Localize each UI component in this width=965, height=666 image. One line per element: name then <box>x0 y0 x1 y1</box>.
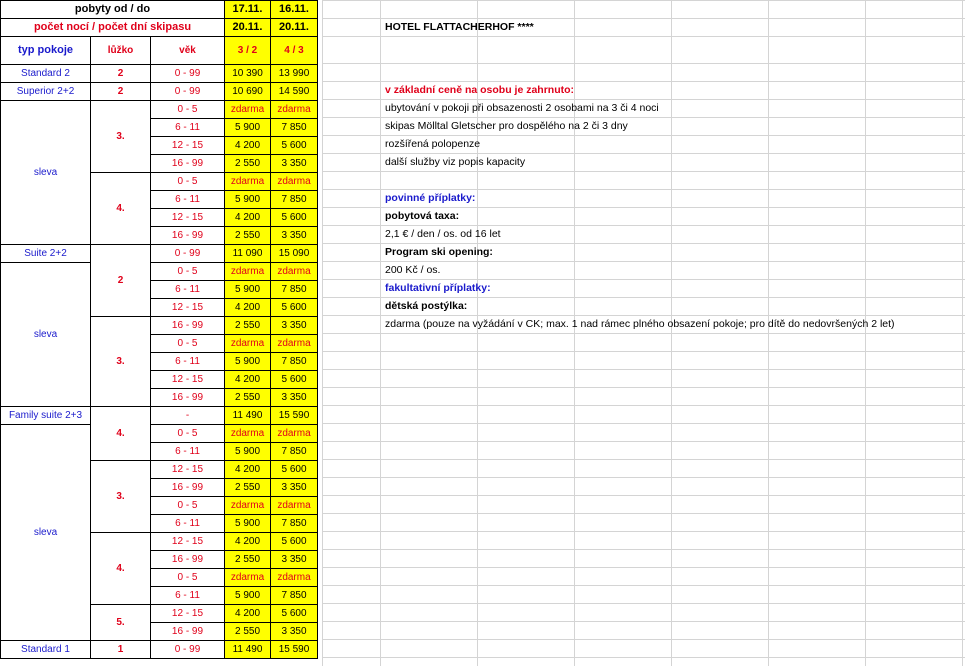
room-type[interactable]: Superior 2+2 <box>1 83 91 101</box>
age[interactable]: 16 - 99 <box>151 389 225 407</box>
gridline <box>322 621 965 622</box>
age[interactable]: 16 - 99 <box>151 227 225 245</box>
bed[interactable]: 3. <box>91 101 151 173</box>
included-item[interactable]: skipas Mölltal Gletscher pro dospělého na 2 či 3 dny <box>385 120 628 132</box>
price-2[interactable]: 3 350 <box>271 317 318 335</box>
gridline <box>322 567 965 568</box>
age[interactable]: 0 - 5 <box>151 335 225 353</box>
price-2[interactable]: 5 600 <box>271 299 318 317</box>
bed[interactable]: 4. <box>91 407 151 461</box>
price-2[interactable]: zdarma <box>271 497 318 515</box>
mandatory-title[interactable]: povinné příplatky: <box>385 192 476 204</box>
gridline <box>322 171 965 172</box>
age[interactable]: 0 - 5 <box>151 569 225 587</box>
ski-value[interactable]: 200 Kč / os. <box>385 264 441 276</box>
price-1[interactable]: 5 900 <box>225 443 271 461</box>
age[interactable]: 12 - 15 <box>151 371 225 389</box>
gridline <box>322 495 965 496</box>
age[interactable]: 6 - 11 <box>151 515 225 533</box>
price-2[interactable]: 7 850 <box>271 587 318 605</box>
period-label[interactable]: pobyty od / do <box>1 1 225 19</box>
gridline <box>322 549 965 550</box>
nights-2[interactable]: 4 / 3 <box>271 37 318 65</box>
gridline <box>322 423 965 424</box>
price-1[interactable]: 2 550 <box>225 317 271 335</box>
age[interactable]: 6 - 11 <box>151 443 225 461</box>
price-1[interactable]: 5 900 <box>225 191 271 209</box>
age[interactable]: 6 - 11 <box>151 281 225 299</box>
price-2[interactable]: zdarma <box>271 173 318 191</box>
age[interactable]: 16 - 99 <box>151 479 225 497</box>
gridline <box>322 657 965 658</box>
optional-title[interactable]: fakultativní příplatky: <box>385 282 491 294</box>
price-1[interactable]: 4 200 <box>225 137 271 155</box>
price-2[interactable]: 3 350 <box>271 623 318 641</box>
price-2[interactable]: 5 600 <box>271 533 318 551</box>
bed[interactable]: 1 <box>91 641 151 659</box>
age[interactable]: 12 - 15 <box>151 461 225 479</box>
gridline <box>322 333 965 334</box>
included-item[interactable]: další služby viz popis kapacity <box>385 156 526 168</box>
date-to-1[interactable]: 20.11. <box>225 19 271 37</box>
age[interactable]: 0 - 99 <box>151 83 225 101</box>
hotel-name[interactable]: HOTEL FLATTACHERHOF **** <box>385 21 534 33</box>
included-item[interactable]: rozšířená polopenze <box>385 138 481 150</box>
gridline <box>322 477 965 478</box>
gridline <box>322 387 965 388</box>
price-2[interactable]: 15 090 <box>271 245 318 263</box>
gridline <box>322 63 965 64</box>
price-1[interactable]: zdarma <box>225 425 271 443</box>
price-1[interactable]: 4 200 <box>225 209 271 227</box>
price-2[interactable]: zdarma <box>271 101 318 119</box>
price-2[interactable]: zdarma <box>271 425 318 443</box>
gridline <box>322 441 965 442</box>
price-1[interactable]: zdarma <box>225 173 271 191</box>
price-2[interactable]: 7 850 <box>271 353 318 371</box>
col-room-type[interactable]: typ pokoje <box>1 37 91 65</box>
price-1[interactable]: 2 550 <box>225 155 271 173</box>
bed[interactable]: 3. <box>91 461 151 533</box>
age[interactable]: - <box>151 407 225 425</box>
age[interactable]: 0 - 5 <box>151 173 225 191</box>
price-2[interactable]: 7 850 <box>271 515 318 533</box>
room-type[interactable]: sleva <box>1 101 91 245</box>
price-1[interactable]: 2 550 <box>225 227 271 245</box>
price-1[interactable]: 5 900 <box>225 119 271 137</box>
price-1[interactable]: 5 900 <box>225 515 271 533</box>
price-2[interactable]: 14 590 <box>271 83 318 101</box>
price-1[interactable]: 5 900 <box>225 587 271 605</box>
gridline <box>322 459 965 460</box>
price-1[interactable]: zdarma <box>225 263 271 281</box>
age[interactable]: 12 - 15 <box>151 299 225 317</box>
age[interactable]: 0 - 99 <box>151 245 225 263</box>
date-from-1[interactable]: 17.11. <box>225 1 271 19</box>
age[interactable]: 6 - 11 <box>151 587 225 605</box>
room-type[interactable]: Standard 2 <box>1 65 91 83</box>
price-2[interactable]: 13 990 <box>271 65 318 83</box>
price-1[interactable]: 2 550 <box>225 623 271 641</box>
price-1[interactable]: zdarma <box>225 101 271 119</box>
gridline <box>322 0 965 1</box>
price-1[interactable]: 11 490 <box>225 641 271 659</box>
room-type[interactable]: sleva <box>1 263 91 407</box>
bed[interactable]: 2 <box>91 83 151 101</box>
age[interactable]: 0 - 5 <box>151 263 225 281</box>
date-to-2[interactable]: 20.11. <box>271 19 318 37</box>
room-type[interactable]: Suite 2+2 <box>1 245 91 263</box>
gridline <box>322 585 965 586</box>
included-title[interactable]: v základní ceně na osobu je zahrnuto: <box>385 84 575 96</box>
tax-value[interactable]: 2,1 € / den / os. od 16 let <box>385 228 501 240</box>
age[interactable]: 6 - 11 <box>151 119 225 137</box>
age[interactable]: 0 - 5 <box>151 497 225 515</box>
age[interactable]: 12 - 15 <box>151 533 225 551</box>
crib-title[interactable]: dětská postýlka: <box>385 300 468 312</box>
price-2[interactable]: zdarma <box>271 569 318 587</box>
price-1[interactable]: 2 550 <box>225 479 271 497</box>
price-2[interactable]: 3 350 <box>271 227 318 245</box>
price-1[interactable]: zdarma <box>225 335 271 353</box>
price-2[interactable]: 3 350 <box>271 479 318 497</box>
nights-1[interactable]: 3 / 2 <box>225 37 271 65</box>
price-1[interactable]: 4 200 <box>225 461 271 479</box>
price-1[interactable]: 4 200 <box>225 533 271 551</box>
price-1[interactable]: zdarma <box>225 569 271 587</box>
price-2[interactable]: 7 850 <box>271 191 318 209</box>
age[interactable]: 16 - 99 <box>151 551 225 569</box>
price-table <box>0 0 318 659</box>
room-type[interactable]: Standard 1 <box>1 641 91 659</box>
gridline <box>322 531 965 532</box>
price-2[interactable]: 5 600 <box>271 461 318 479</box>
nights-label[interactable]: počet nocí / počet dní skipasu <box>1 19 225 37</box>
bed[interactable]: 4. <box>91 533 151 605</box>
col-age[interactable]: věk <box>151 37 225 65</box>
gridline <box>322 405 965 406</box>
price-2[interactable]: 3 350 <box>271 155 318 173</box>
price-2[interactable]: 15 590 <box>271 407 318 425</box>
age[interactable]: 12 - 15 <box>151 137 225 155</box>
ski-title[interactable]: Program ski opening: <box>385 246 493 258</box>
room-type[interactable]: Family suite 2+3 <box>1 407 91 425</box>
bed[interactable]: 4. <box>91 173 151 245</box>
age[interactable]: 12 - 15 <box>151 605 225 623</box>
price-2[interactable]: 3 350 <box>271 389 318 407</box>
price-1[interactable]: 4 200 <box>225 371 271 389</box>
price-1[interactable]: 2 550 <box>225 551 271 569</box>
tax-title[interactable]: pobytová taxa: <box>385 210 460 222</box>
age[interactable]: 6 - 11 <box>151 191 225 209</box>
price-2[interactable]: zdarma <box>271 263 318 281</box>
age[interactable]: 0 - 99 <box>151 65 225 83</box>
price-2[interactable]: 5 600 <box>271 137 318 155</box>
price-2[interactable]: 15 590 <box>271 641 318 659</box>
price-1[interactable]: 4 200 <box>225 299 271 317</box>
price-1[interactable]: zdarma <box>225 497 271 515</box>
col-bed[interactable]: lůžko <box>91 37 151 65</box>
age[interactable]: 16 - 99 <box>151 623 225 641</box>
gridline <box>322 603 965 604</box>
gridline <box>322 513 965 514</box>
age[interactable]: 0 - 5 <box>151 425 225 443</box>
gridline <box>322 639 965 640</box>
price-1[interactable]: 4 200 <box>225 605 271 623</box>
price-2[interactable]: 5 600 <box>271 209 318 227</box>
age[interactable]: 16 - 99 <box>151 317 225 335</box>
bed[interactable]: 2 <box>91 65 151 83</box>
price-2[interactable]: 3 350 <box>271 551 318 569</box>
price-2[interactable]: 5 600 <box>271 371 318 389</box>
price-1[interactable]: 2 550 <box>225 389 271 407</box>
bed[interactable]: 5. <box>91 605 151 641</box>
age[interactable]: 16 - 99 <box>151 155 225 173</box>
gridline <box>322 369 965 370</box>
price-1[interactable]: 11 090 <box>225 245 271 263</box>
date-from-2[interactable]: 16.11. <box>271 1 318 19</box>
age[interactable]: 6 - 11 <box>151 353 225 371</box>
bed[interactable]: 3. <box>91 317 151 407</box>
price-1[interactable]: 5 900 <box>225 281 271 299</box>
price-2[interactable]: 7 850 <box>271 119 318 137</box>
price-2[interactable]: 7 850 <box>271 281 318 299</box>
age[interactable]: 0 - 5 <box>151 101 225 119</box>
room-type[interactable]: sleva <box>1 425 91 641</box>
age[interactable]: 0 - 99 <box>151 641 225 659</box>
price-2[interactable]: 5 600 <box>271 605 318 623</box>
included-item[interactable]: ubytování v pokoji při obsazenosti 2 osobami na 3 či 4 noci <box>385 102 659 114</box>
price-1[interactable]: 11 490 <box>225 407 271 425</box>
gridline <box>322 351 965 352</box>
bed[interactable]: 2 <box>91 245 151 317</box>
price-2[interactable]: zdarma <box>271 335 318 353</box>
age[interactable]: 12 - 15 <box>151 209 225 227</box>
price-2[interactable]: 7 850 <box>271 443 318 461</box>
gridline <box>322 36 965 37</box>
price-1[interactable]: 10 390 <box>225 65 271 83</box>
price-1[interactable]: 5 900 <box>225 353 271 371</box>
crib-value[interactable]: zdarma (pouze na vyžádání v CK; max. 1 nad rámec plného obsazení pokoje; pro dítě do nedovršených 2 let) <box>385 318 895 330</box>
price-1[interactable]: 10 690 <box>225 83 271 101</box>
